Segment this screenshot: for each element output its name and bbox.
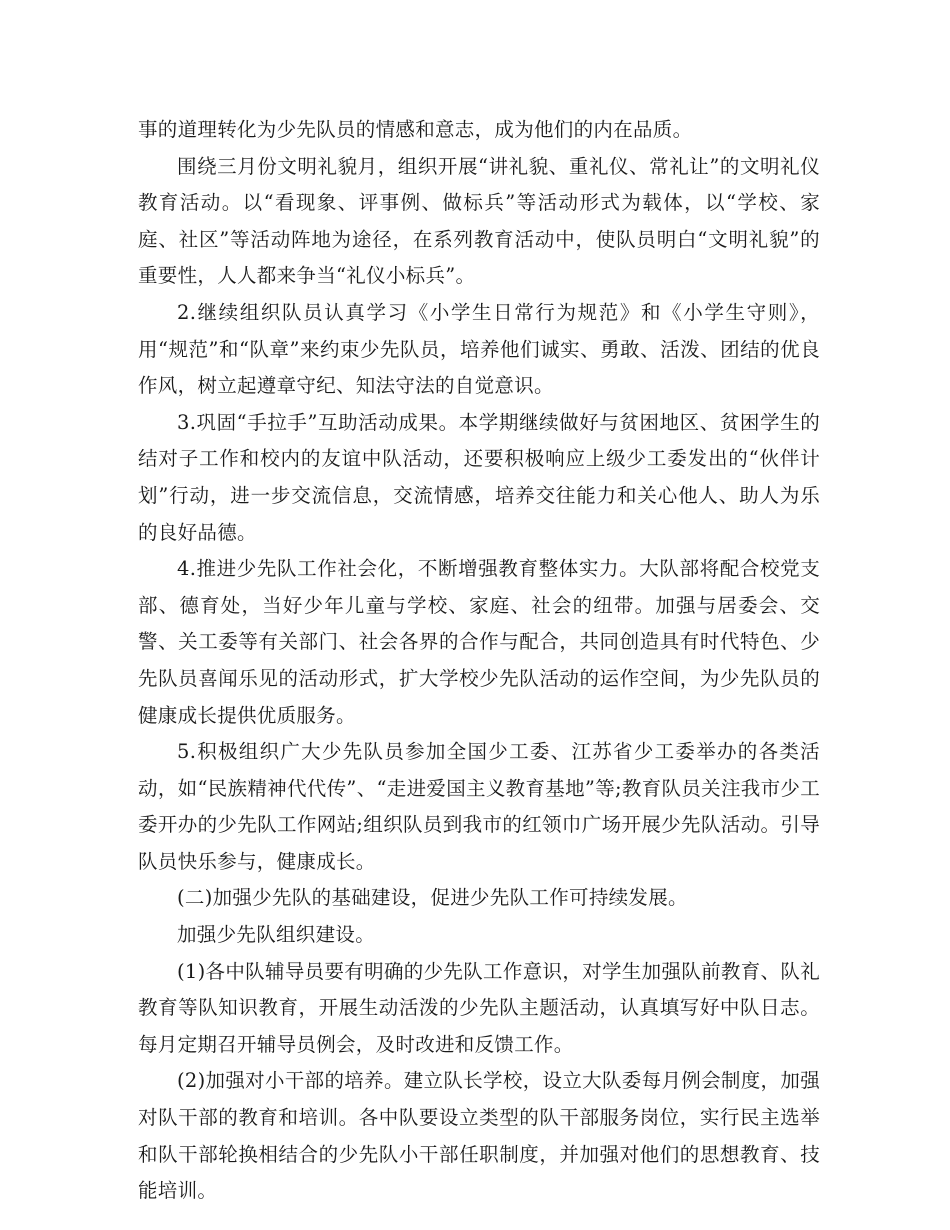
paragraph-sub-2: (2)加强对小干部的培养。建立队长学校，设立大队委每月例会制度，加强对队干部的教育和培训。各中队要设立类型的队干部服务岗位，实行民主选举和队干部轮换相结合的少先队小干部任职制度，并加强对他们的思想教育、技能培训。 xyxy=(138,1069,820,1203)
paragraph-item-4: 4.推进少先队工作社会化，不断增强教育整体实力。大队部将配合校党支部、德育处，当好少年儿童与学校、家庭、社会的纽带。加强与居委会、交警、关工委等有关部门、社会各界的合作与配合，共同创造具有时代特色、少先队员喜闻乐见的活动形式，扩大学校少先队活动的运作空间，为少先队员的健康成长提供优质服务。 xyxy=(138,557,820,727)
paragraph-item-3: 3.巩固“手拉手”互助活动成果。本学期继续做好与贫困地区、贫困学生的结对子工作和校内的友谊中队活动，还要积极响应上级少工委发出的“伙伴计划”行动，进一步交流信息，交流情感，培养交往能力和关心他人、助人为乐的良好品德。 xyxy=(138,410,820,544)
paragraph-sub-1: (1)各中队辅导员要有明确的少先队工作意识，对学生加强队前教育、队礼教育等队知识教育，开展生动活泼的少先队主题活动，认真填写好中队日志。每月定期召开辅导员例会，及时改进和反馈工作。 xyxy=(138,959,820,1056)
subheading-organization: 加强少先队组织建设。 xyxy=(177,923,376,947)
paragraph-item-2: 2.继续组织队员认真学习《小学生日常行为规范》和《小学生守则》，用“规范”和“队章”来约束少先队员，培养他们诚实、勇敢、活泼、团结的优良作风，树立起遵章守纪、知法守法的自觉意识。 xyxy=(138,300,820,398)
paragraph-etiquette-month: 围绕三月份文明礼貌月，组织开展“讲礼貌、重礼仪、常礼让”的文明礼仪教育活动。以“看现象、评事例、做标兵”等活动形式为载体，以“学校、家庭、社区”等活动阵地为途径，在系列教育活动中，使队员明白“文明礼貌”的重要性，人人都来争当“礼仪小标兵”。 xyxy=(138,154,820,288)
document-body xyxy=(138,112,820,1210)
section-heading-2: (二)加强少先队的基础建设，促进少先队工作可持续发展。 xyxy=(177,886,688,910)
paragraph-continuation: 事的道理转化为少先队员的情感和意志，成为他们的内在品质。 xyxy=(138,118,693,141)
paragraph-item-5: 5.积极组织广大少先队员参加全国少工委、江苏省少工委举办的各类活动，如“民族精神代代传”、“走进爱国主义教育基地”等;教育队员关注我市少工委开办的少先队工作网站;组织队员到我市的红领巾广场开展少先队活动。引导队员快乐参与，健康成长。 xyxy=(138,740,820,873)
